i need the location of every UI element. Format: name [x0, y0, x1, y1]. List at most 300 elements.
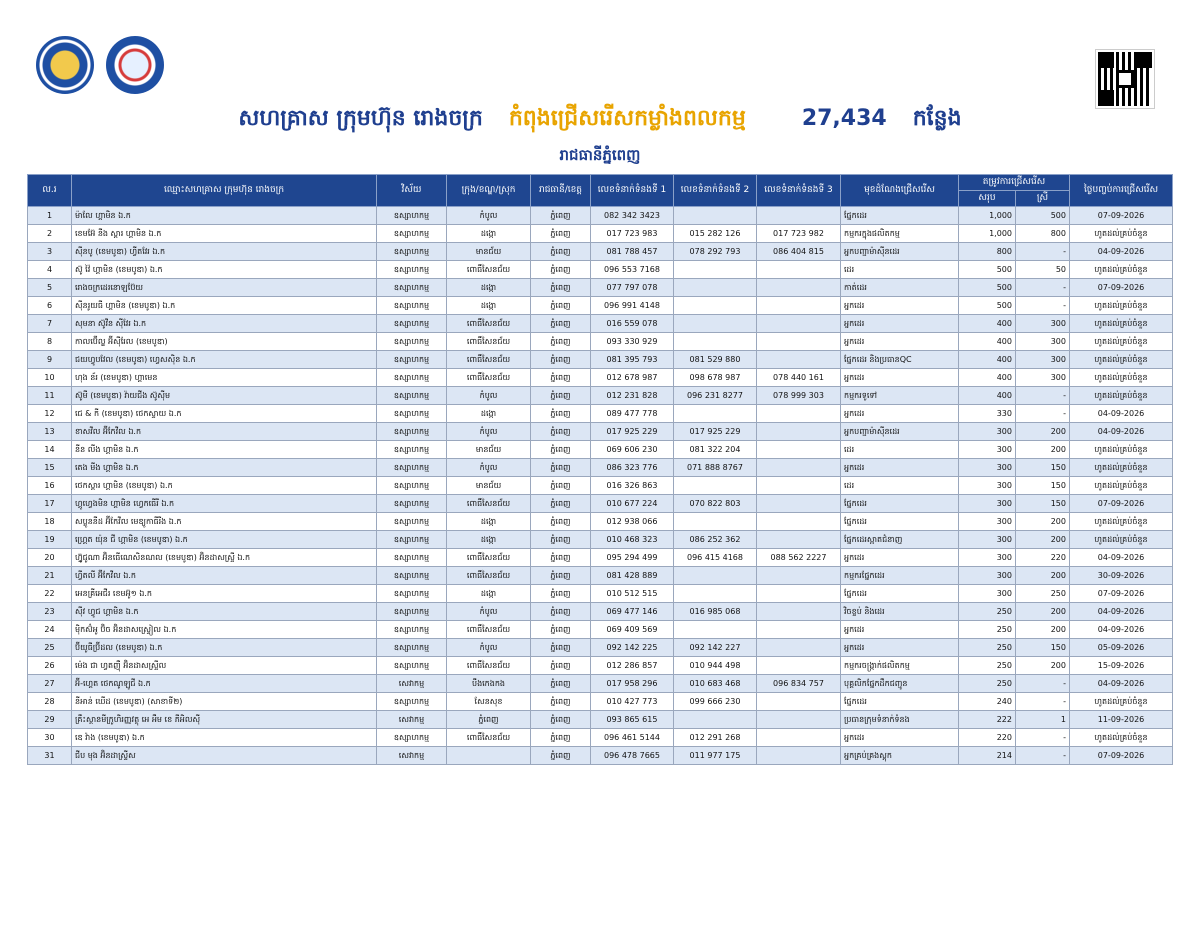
cell-phone1: 012 678 987 — [591, 369, 674, 387]
cell-position: ដេរ — [841, 261, 959, 279]
cell-deadline: ហូតដល់គ្រប់ចំនួន — [1070, 297, 1173, 315]
vacancy-table — [27, 174, 1173, 765]
cell-deadline: 04-09-2026 — [1070, 243, 1173, 261]
cell-phone2 — [674, 477, 757, 495]
cell-sector: សេវាកម្ម — [377, 747, 447, 765]
cell-deadline: 15-09-2026 — [1070, 657, 1173, 675]
table-row — [28, 459, 1173, 477]
cell-no: 7 — [28, 315, 72, 333]
cell-sector: ឧស្សាហកម្ម — [377, 513, 447, 531]
cell-district: មានជ័យ — [447, 243, 531, 261]
cell-position: អ្នកដេរ — [841, 333, 959, 351]
cell-phone1: 017 723 983 — [591, 225, 674, 243]
cell-phone1: 092 142 225 — [591, 639, 674, 657]
page-title — [0, 104, 1200, 136]
header-sector: វិស័យ — [377, 175, 447, 207]
header-total: សរុប — [959, 191, 1016, 207]
cell-female: - — [1016, 297, 1070, 315]
cell-phone1: 010 468 323 — [591, 531, 674, 549]
cell-name: ស៊ូមី (ខេមបូឌា) វ៉ាយជីង ស៊ូស៊ីម — [72, 387, 377, 405]
cell-female: 300 — [1016, 333, 1070, 351]
cell-phone3 — [757, 657, 841, 675]
cell-province: ភ្នំពេញ — [531, 477, 591, 495]
cell-district: ដង្កោ — [447, 531, 531, 549]
cell-phone1: 012 286 857 — [591, 657, 674, 675]
cell-sector: ឧស្សាហកម្ម — [377, 531, 447, 549]
cell-phone3 — [757, 441, 841, 459]
cell-name: ស៊ីវ ហ្វូជ ហ្គាមិន ឯ.ក — [72, 603, 377, 621]
title-main: សហគ្រាស ក្រុមហ៊ុន រោងចក្រ — [238, 106, 483, 131]
cell-sector: ឧស្សាហកម្ម — [377, 459, 447, 477]
cell-province: ភ្នំពេញ — [531, 459, 591, 477]
cell-name: ហ្វីតលី អ៊ីកែវីល ឯ.ក — [72, 567, 377, 585]
cell-province: ភ្នំពេញ — [531, 657, 591, 675]
header-no: ល.រ — [28, 175, 72, 207]
cell-female: 220 — [1016, 549, 1070, 567]
cell-female: - — [1016, 729, 1070, 747]
cell-position: អ្នកបញ្ជាម៉ាស៊ីនដេរ — [841, 243, 959, 261]
cell-phone1: 012 938 066 — [591, 513, 674, 531]
cell-province: ភ្នំពេញ — [531, 369, 591, 387]
cell-phone1: 010 427 773 — [591, 693, 674, 711]
cell-phone1: 069 606 230 — [591, 441, 674, 459]
cell-name: ឌេ វ៉ាង (ខេមបូឌា) ឯ.ក — [72, 729, 377, 747]
cell-province: ភ្នំពេញ — [531, 693, 591, 711]
cell-deadline: ហូតដល់គ្រប់ចំនួន — [1070, 315, 1173, 333]
cell-province: ភ្នំពេញ — [531, 351, 591, 369]
cell-position: ដេរ — [841, 441, 959, 459]
cell-phone1: 010 512 515 — [591, 585, 674, 603]
title-count: 27,434 — [801, 106, 887, 131]
cell-sector: ឧស្សាហកម្ម — [377, 477, 447, 495]
table-row — [28, 315, 1173, 333]
cell-total: 800 — [959, 243, 1016, 261]
cell-no: 29 — [28, 711, 72, 729]
cell-name: ថេកស្តារ ហ្គាមិន (ខេមបូឌា) ឯ.ក — [72, 477, 377, 495]
cell-phone1: 093 865 615 — [591, 711, 674, 729]
cell-female: 200 — [1016, 531, 1070, 549]
cell-name: ហ្គូហ្វេងមិន ហ្គាមិន ហ្វេកធើរី ឯ.ក — [72, 495, 377, 513]
cell-female: - — [1016, 243, 1070, 261]
cell-sector: ឧស្សាហកម្ម — [377, 423, 447, 441]
cell-district: ពោធិ៍សែនជ័យ — [447, 351, 531, 369]
cell-phone2: 010 944 498 — [674, 657, 757, 675]
cell-female: 200 — [1016, 441, 1070, 459]
cell-no: 13 — [28, 423, 72, 441]
cell-no: 14 — [28, 441, 72, 459]
cell-deadline: ហូតដល់គ្រប់ចំនួន — [1070, 441, 1173, 459]
table-row — [28, 387, 1173, 405]
cell-district: ពោធិ៍សែនជ័យ — [447, 369, 531, 387]
cell-province: ភ្នំពេញ — [531, 495, 591, 513]
table-row — [28, 477, 1173, 495]
cell-phone2: 092 142 227 — [674, 639, 757, 657]
cell-no: 11 — [28, 387, 72, 405]
cell-sector: ឧស្សាហកម្ម — [377, 387, 447, 405]
cell-deadline: ហូតដល់គ្រប់ចំនួន — [1070, 531, 1173, 549]
cell-district: ពោធិ៍សែនជ័យ — [447, 549, 531, 567]
table-row — [28, 225, 1173, 243]
cell-total: 300 — [959, 477, 1016, 495]
cell-phone1: 077 797 078 — [591, 279, 674, 297]
cell-phone3 — [757, 711, 841, 729]
cell-no: 3 — [28, 243, 72, 261]
cell-sector: សេវាកម្ម — [377, 711, 447, 729]
cell-phone3 — [757, 459, 841, 477]
cell-name: ស៊ីនបូ (ខេមបូឌា) ហ្វីតវែរ ឯ.ក — [72, 243, 377, 261]
cell-province: ភ្នំពេញ — [531, 333, 591, 351]
cell-province: ភ្នំពេញ — [531, 243, 591, 261]
cell-total: 330 — [959, 405, 1016, 423]
cell-phone3: 078 440 161 — [757, 369, 841, 387]
cell-sector: ឧស្សាហកម្ម — [377, 729, 447, 747]
cell-no: 31 — [28, 747, 72, 765]
cell-sector: ឧស្សាហកម្ម — [377, 639, 447, 657]
cell-sector: ឧស្សាហកម្ម — [377, 225, 447, 243]
cell-total: 300 — [959, 585, 1016, 603]
cell-phone1: 096 553 7168 — [591, 261, 674, 279]
cell-deadline: ហូតដល់គ្រប់ចំនួន — [1070, 459, 1173, 477]
cell-name: ជយហ្វូបវែល (ខេមបូឌា) ហ្វេសស៊ិន ឯ.ក — [72, 351, 377, 369]
table-row — [28, 351, 1173, 369]
cell-position: ផ្នែកដេរ និងប្រធានQC — [841, 351, 959, 369]
cell-deadline: ហូតដល់គ្រប់ចំនួន — [1070, 387, 1173, 405]
table-row — [28, 567, 1173, 585]
cell-total: 250 — [959, 657, 1016, 675]
cell-province: ភ្នំពេញ — [531, 297, 591, 315]
header-phone3: លេខទំនាក់ទំនងទី 3 — [757, 175, 841, 207]
table-row — [28, 495, 1173, 513]
cell-province: ភ្នំពេញ — [531, 225, 591, 243]
cell-phone3 — [757, 513, 841, 531]
cell-female: 150 — [1016, 477, 1070, 495]
cell-total: 300 — [959, 549, 1016, 567]
cell-no: 23 — [28, 603, 72, 621]
cell-province: ភ្នំពេញ — [531, 621, 591, 639]
cell-total: 400 — [959, 333, 1016, 351]
cell-position: កម្មករចង្ក្រាក់ផលិតកម្ម — [841, 657, 959, 675]
cell-phone2: 016 985 068 — [674, 603, 757, 621]
cell-phone2: 070 822 803 — [674, 495, 757, 513]
cell-sector: ឧស្សាហកម្ម — [377, 549, 447, 567]
cell-total: 300 — [959, 459, 1016, 477]
cell-phone3 — [757, 261, 841, 279]
cell-district: កំបូល — [447, 603, 531, 621]
cell-province: ភ្នំពេញ — [531, 585, 591, 603]
cell-name: រោងចក្រដេរនោឡប៊ែយ — [72, 279, 377, 297]
cell-female: 250 — [1016, 585, 1070, 603]
cell-total: 250 — [959, 621, 1016, 639]
cell-female: 300 — [1016, 369, 1070, 387]
cell-province: ភ្នំពេញ — [531, 603, 591, 621]
table-row — [28, 621, 1173, 639]
cell-name: ម៉ាលែ ហ្គាមិន ឯ.ក — [72, 207, 377, 225]
cell-position: ប្រធានក្រុមទំនាក់ទំនង — [841, 711, 959, 729]
cell-female: 150 — [1016, 639, 1070, 657]
cell-deadline: ហូតដល់គ្រប់ចំនួន — [1070, 729, 1173, 747]
cell-position: អ្នកដេរ — [841, 639, 959, 657]
cell-no: 8 — [28, 333, 72, 351]
cell-sector: សេវាកម្ម — [377, 675, 447, 693]
cell-phone3 — [757, 423, 841, 441]
cell-name: កាលប៊ើល្ឌ អ៊ីស៊ីរែល (ខេមបូឌា) — [72, 333, 377, 351]
qr-code-icon — [1096, 50, 1154, 108]
cell-phone1: 069 409 569 — [591, 621, 674, 639]
cell-total: 250 — [959, 675, 1016, 693]
cell-district: ពោធិ៍សែនជ័យ — [447, 567, 531, 585]
cell-no: 24 — [28, 621, 72, 639]
header-deadline: ថ្ងៃបញ្ចប់ការជ្រើសរើស — [1070, 175, 1173, 207]
cell-female: 150 — [1016, 495, 1070, 513]
cell-sector: ឧស្សាហកម្ម — [377, 567, 447, 585]
cell-position: កម្មករផ្នែកដេរ — [841, 567, 959, 585]
header-phone1: លេខទំនាក់ទំនងទី 1 — [591, 175, 674, 207]
title-unit: កន្លែង — [912, 106, 962, 131]
cell-name: ហ្គ្រេត យ៉ុន ជី ហ្គាមិន (ខេមបូឌា) ឯ.ក — [72, 531, 377, 549]
cell-position: ផ្នែកដេរ — [841, 207, 959, 225]
cell-deadline: 04-09-2026 — [1070, 549, 1173, 567]
cell-phone1: 093 330 929 — [591, 333, 674, 351]
cell-position: បុគ្គលិកផ្នែកដឹកជញ្ជូន — [841, 675, 959, 693]
cell-phone2 — [674, 567, 757, 585]
cell-phone2: 017 925 229 — [674, 423, 757, 441]
cell-position: ផ្នែកដេរស្អាតជំនាញ — [841, 531, 959, 549]
cell-no: 17 — [28, 495, 72, 513]
cell-phone3 — [757, 495, 841, 513]
cell-sector: ឧស្សាហកម្ម — [377, 243, 447, 261]
cell-deadline: 04-09-2026 — [1070, 405, 1173, 423]
cell-phone3 — [757, 621, 841, 639]
cell-female: - — [1016, 405, 1070, 423]
cell-phone2 — [674, 279, 757, 297]
cell-no: 18 — [28, 513, 72, 531]
cell-district: មានជ័យ — [447, 441, 531, 459]
table-row — [28, 243, 1173, 261]
page-subtitle: រាជធានីភ្នំពេញ — [559, 146, 641, 164]
cell-district: ពោធិ៍សែនជ័យ — [447, 495, 531, 513]
table-row — [28, 675, 1173, 693]
cell-province: ភ្នំពេញ — [531, 549, 591, 567]
cell-no: 20 — [28, 549, 72, 567]
table-row — [28, 531, 1173, 549]
header-name: ឈ្មោះសហគ្រាស ក្រុមហ៊ុន រោងចក្រ — [72, 175, 377, 207]
cell-phone2: 098 678 987 — [674, 369, 757, 387]
cell-district: សែនសុខ — [447, 693, 531, 711]
cell-no: 10 — [28, 369, 72, 387]
cell-total: 400 — [959, 369, 1016, 387]
cell-phone3 — [757, 639, 841, 657]
cell-province: ភ្នំពេញ — [531, 531, 591, 549]
table-row — [28, 279, 1173, 297]
cell-no: 12 — [28, 405, 72, 423]
cell-phone3 — [757, 603, 841, 621]
cell-deadline: 11-09-2026 — [1070, 711, 1173, 729]
header-phone2: លេខទំនាក់ទំនងទី 2 — [674, 175, 757, 207]
cell-deadline: 04-09-2026 — [1070, 423, 1173, 441]
cell-position: ផ្នែកដេរ — [841, 495, 959, 513]
cell-total: 300 — [959, 567, 1016, 585]
cell-deadline: 07-09-2026 — [1070, 279, 1173, 297]
cell-sector: ឧស្សាហកម្ម — [377, 621, 447, 639]
ministry-seal-logo — [36, 36, 94, 94]
cell-no: 9 — [28, 351, 72, 369]
cell-position: ផ្នែកដេរ — [841, 513, 959, 531]
cell-total: 214 — [959, 747, 1016, 765]
cell-total: 500 — [959, 261, 1016, 279]
cell-province: ភ្នំពេញ — [531, 387, 591, 405]
cell-female: 200 — [1016, 567, 1070, 585]
cell-deadline: 30-09-2026 — [1070, 567, 1173, 585]
cell-province: ភ្នំពេញ — [531, 639, 591, 657]
cell-province: ភ្នំពេញ — [531, 207, 591, 225]
table-row — [28, 729, 1173, 747]
cell-deadline: ហូតដល់គ្រប់ចំនួន — [1070, 477, 1173, 495]
table-row — [28, 747, 1173, 765]
table-row — [28, 261, 1173, 279]
cell-phone2 — [674, 405, 757, 423]
cell-deadline: 07-09-2026 — [1070, 747, 1173, 765]
cell-sector: ឧស្សាហកម្ម — [377, 441, 447, 459]
cell-total: 250 — [959, 639, 1016, 657]
cell-phone3 — [757, 477, 841, 495]
cell-female: 200 — [1016, 621, 1070, 639]
cell-position: អ្នកដេរ — [841, 549, 959, 567]
table-row — [28, 639, 1173, 657]
cell-total: 1,000 — [959, 225, 1016, 243]
cell-no: 1 — [28, 207, 72, 225]
cell-province: ភ្នំពេញ — [531, 279, 591, 297]
cell-phone2: 010 683 468 — [674, 675, 757, 693]
cell-total: 400 — [959, 315, 1016, 333]
cell-total: 300 — [959, 495, 1016, 513]
cell-position: អ្នកបញ្ជាម៉ាស៊ីនដេរ — [841, 423, 959, 441]
cell-phone3 — [757, 279, 841, 297]
cell-position: ដេរ — [841, 477, 959, 495]
title-accent: កំពុងជ្រើសរើសកម្លាំងពលកម្ម — [508, 106, 746, 131]
cell-phone3 — [757, 729, 841, 747]
cell-total: 500 — [959, 297, 1016, 315]
cell-name: ប៊ីយូធីប៊្រីដល (ខេមបូឌា) ឯ.ក — [72, 639, 377, 657]
cell-district: កំបូល — [447, 207, 531, 225]
cell-phone2: 011 977 175 — [674, 747, 757, 765]
cell-phone3 — [757, 531, 841, 549]
cell-phone2: 078 292 793 — [674, 243, 757, 261]
cell-position: អ្នកដេរ — [841, 297, 959, 315]
cell-female: 200 — [1016, 423, 1070, 441]
table-row — [28, 423, 1173, 441]
cell-no: 25 — [28, 639, 72, 657]
cell-phone3: 078 999 303 — [757, 387, 841, 405]
cell-no: 2 — [28, 225, 72, 243]
cell-phone1: 096 478 7665 — [591, 747, 674, 765]
cell-phone2 — [674, 585, 757, 603]
cell-district: កំបូល — [447, 459, 531, 477]
cell-phone3: 088 562 2227 — [757, 549, 841, 567]
cell-phone2 — [674, 621, 757, 639]
cell-name: ជេ & កី (ខេមបូឌា) ថេកស្ទាយ ឯ.ក — [72, 405, 377, 423]
cell-phone3 — [757, 297, 841, 315]
cell-no: 4 — [28, 261, 72, 279]
cell-total: 1,000 — [959, 207, 1016, 225]
header-district: ក្រុង/ខណ្ឌ/ស្រុក — [447, 175, 531, 207]
cell-district: មានជ័យ — [447, 477, 531, 495]
cell-phone1: 017 925 229 — [591, 423, 674, 441]
cell-deadline: ហូតដល់គ្រប់ចំនួន — [1070, 369, 1173, 387]
cell-phone2: 015 282 126 — [674, 225, 757, 243]
cell-position: អ្នកដេរ — [841, 729, 959, 747]
cell-province: ភ្នំពេញ — [531, 711, 591, 729]
nea-emblem-logo — [106, 36, 164, 94]
cell-female: - — [1016, 279, 1070, 297]
table-row — [28, 297, 1173, 315]
cell-total: 222 — [959, 711, 1016, 729]
cell-district: ពោធិ៍សែនជ័យ — [447, 729, 531, 747]
cell-position: អ្នកដេរ — [841, 369, 959, 387]
cell-phone2: 096 231 8277 — [674, 387, 757, 405]
cell-position: អ្នកដេរ — [841, 315, 959, 333]
cell-phone3 — [757, 747, 841, 765]
cell-district: ដង្កោ — [447, 297, 531, 315]
cell-total: 240 — [959, 693, 1016, 711]
cell-female: 300 — [1016, 315, 1070, 333]
cell-position: អ្នកដេរ — [841, 405, 959, 423]
table-row — [28, 441, 1173, 459]
cell-total: 300 — [959, 423, 1016, 441]
cell-position: អ្នកដេរ — [841, 621, 959, 639]
cell-phone3: 017 723 982 — [757, 225, 841, 243]
cell-phone2 — [674, 315, 757, 333]
cell-total: 250 — [959, 603, 1016, 621]
cell-phone1: 017 958 296 — [591, 675, 674, 693]
cell-position: វិចខ្ចប់ និងដេរ — [841, 603, 959, 621]
cell-phone1: 082 342 3423 — [591, 207, 674, 225]
cell-province: ភ្នំពេញ — [531, 441, 591, 459]
cell-phone3 — [757, 405, 841, 423]
cell-sector: ឧស្សាហកម្ម — [377, 315, 447, 333]
cell-district: ដង្កោ — [447, 279, 531, 297]
cell-province: ភ្នំពេញ — [531, 261, 591, 279]
cell-phone1: 010 677 224 — [591, 495, 674, 513]
cell-name: នីអាន់ ឃើដ (ខេមបូឌា) (សាខាទី២) — [72, 693, 377, 711]
cell-total: 220 — [959, 729, 1016, 747]
cell-female: 200 — [1016, 513, 1070, 531]
cell-name: ហុង ន័រ (ខេមបូឌា) ហ្គាមេន — [72, 369, 377, 387]
cell-district: ភ្នំពេញ — [447, 711, 531, 729]
cell-total: 300 — [959, 441, 1016, 459]
cell-no: 27 — [28, 675, 72, 693]
cell-position: ផ្នែកដេរ — [841, 585, 959, 603]
cell-total: 400 — [959, 387, 1016, 405]
cell-total: 300 — [959, 531, 1016, 549]
cell-phone3 — [757, 567, 841, 585]
cell-deadline: ហូតដល់គ្រប់ចំនួន — [1070, 693, 1173, 711]
cell-phone2 — [674, 207, 757, 225]
cell-district: ពោធិ៍សែនជ័យ — [447, 315, 531, 333]
cell-female: - — [1016, 675, 1070, 693]
cell-district: កំបូល — [447, 423, 531, 441]
cell-district: ពោធិ៍សែនជ័យ — [447, 657, 531, 675]
cell-phone2: 012 291 268 — [674, 729, 757, 747]
cell-phone2: 071 888 8767 — [674, 459, 757, 477]
cell-female: 500 — [1016, 207, 1070, 225]
cell-deadline: 04-09-2026 — [1070, 603, 1173, 621]
cell-position: អ្នកគ្រប់គ្រងស្តុក — [841, 747, 959, 765]
cell-phone2: 081 529 880 — [674, 351, 757, 369]
cell-district: ដង្កោ — [447, 585, 531, 603]
table-row — [28, 603, 1173, 621]
cell-province: ភ្នំពេញ — [531, 567, 591, 585]
cell-sector: ឧស្សាហកម្ម — [377, 585, 447, 603]
